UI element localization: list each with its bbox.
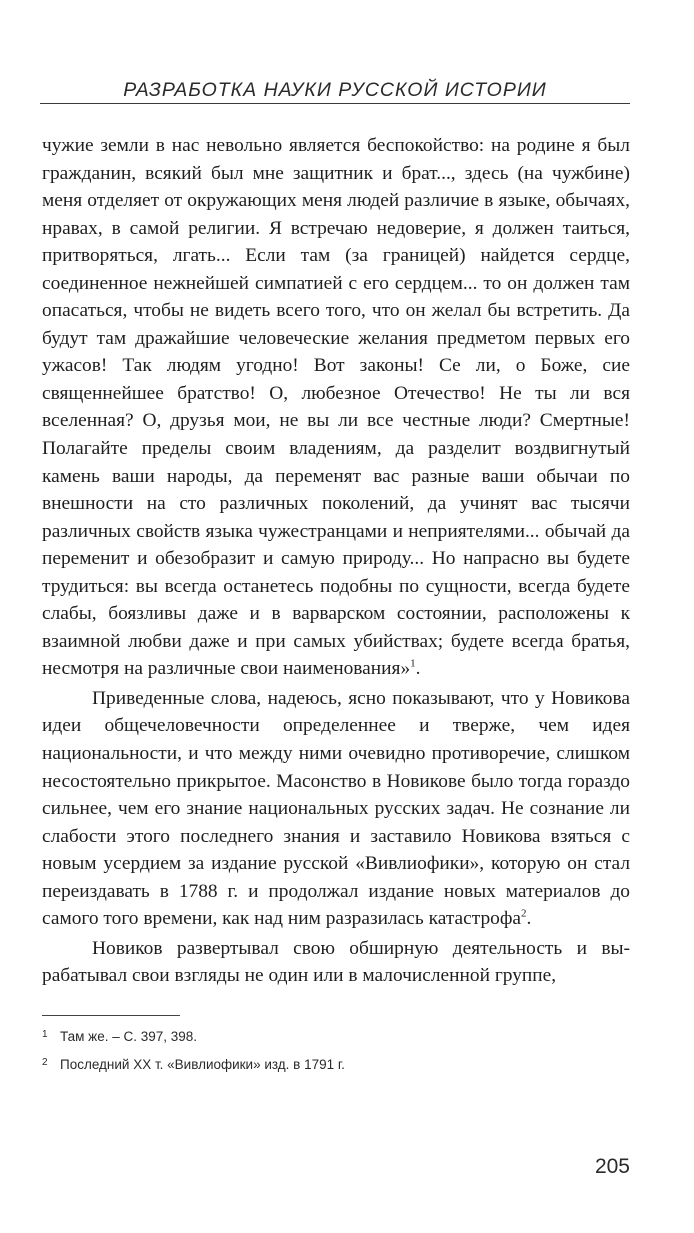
footnote-rule bbox=[42, 1015, 180, 1016]
header-rule bbox=[40, 103, 630, 104]
main-text bbox=[42, 132, 630, 990]
paragraph-1-text: чужие земли в нас невольно является беспокойство: на родине я был гражданин, всякий был мне защитник и брат..., здесь (на чужбине) меня отделяет от окружающих меня людей различие в языке, обычаях, нравах, в самой религии. Я встречаю недоверие, я должен таиться, притворяться, лгать... Если там (за границей) найдется сердце, соединенное нежнейшей симпатией с его сердцем... то он должен там опасаться, чтобы не видеть всего того, что он желал бы встретить. Да будут там дражайшие человеческие желания предметом первых его ужасов! Так людям угодно! Вот законы! Се ли, о Боже, сие священнейшее братство! О, любезное Отечество! Не ты ли вся вселенная? О, друзья мои, не вы ли все честные люди? Смертные! Полагайте пределы своим владениям, да разделит воздвигнутый камень ваши народы, да переменят вас разные ваши обычаи по внешности на сто различных поколений, да учинят вас тысячи различных свойств языка чужестранцами и неприятелями... обычай да переменит и обезобразит и самую природу... Но напрасно вы будете трудиться: вы всегда останетесь подобны по сущности, всегда будете слабы, боязливы даже и в варварском состоянии, расположены к взаимной любви даже и при самых убийствах; будете всегда братья, несмотря на различные свои наименования» bbox=[42, 135, 630, 680]
footnote-ref-2: 2 bbox=[521, 907, 527, 920]
footnote-1-text: Там же. – С. 397, 398. bbox=[60, 1029, 198, 1044]
paragraph-2-text: Приведенные слова, надеюсь, ясно показывают, что у Новикова идеи общечеловечности определеннее и тверже, чем идея национальности, и что между ними очевидно противоречие, слишком несостоятельно прикрытое. Масонство в Новикове было тогда гораздо сильнее, чем его знание национальных русских задач. Не сознание ли слабости этого последнего знания и заставило Новикова взяться с новым усердием за издание русской «Вивлиофики», которую он стал переиздавать в 1788 г. и продолжал издание новых материалов до самого того времени, как над ним разразилась катастрофа bbox=[42, 687, 630, 930]
paragraph-continuation: чужие земли в нас невольно является беспокойство: на родине я был гражданин, всякий был мне защитник и брат..., здесь (на чужбине) меня отделяет от окружающих меня людей различие в языке, обычаях, нравах, в самой религии. Я встречаю недоверие, я должен таиться, притворяться, лгать... Если там (за границей) найдется сердце, соединенное нежнейшей симпатией с его сердцем... то он должен там опасаться, чтобы не видеть всего того, что он желал бы встретить. Да будут там дражайшие человеческие желания предметом первых его ужасов! Так людям угодно! Вот законы! Се ли, о Боже, сие священнейшее братство! О, любезное Отечество! Не ты ли вся вселенная? О, друзья мои, не вы ли все честные люди? Смертные! Полагайте пределы своим владениям, да разделит воздвигнутый камень ваши народы, да переменят вас разные ваши обычаи по внешности на сто различных поколений, да учинят вас тысячи различных свойств языка чужестранцами и неприятелями... обычай да переменит и обезобразит и самую природу... Но напрасно вы будете трудиться: вы всегда останетесь подобны по сущности, всегда будете слабы, боязливы даже и в варварском состоянии, расположены к взаимной любви даже и при самых убийствах; будете всегда братья, несмотря на различные свои наименования»$^1$. bbox=[42, 135, 630, 680]
footnote-2-number: 2 bbox=[42, 1057, 48, 1068]
paragraph-3: Новиков развертывал свою обширную деятельность и вырабатывал свои взгляды не один или в малочисленной группе, bbox=[42, 937, 630, 987]
footnote-ref-1: 1 bbox=[410, 657, 416, 670]
page-number: 205 bbox=[594, 1155, 630, 1178]
running-header: РАЗРАБОТКА НАУКИ РУССКОЙ ИСТОРИИ bbox=[123, 79, 547, 101]
footnote-1 bbox=[42, 1022, 630, 1050]
footnote-1-number: 1 bbox=[42, 1029, 48, 1040]
footnote-2-text: Последний XX т. «Вивлиофики» изд. в 1791 г. bbox=[60, 1057, 345, 1072]
footnotes bbox=[42, 1022, 630, 1078]
paragraph-2-period: . bbox=[526, 908, 532, 930]
paragraph-2 bbox=[42, 685, 630, 933]
footnote-2 bbox=[42, 1050, 630, 1078]
